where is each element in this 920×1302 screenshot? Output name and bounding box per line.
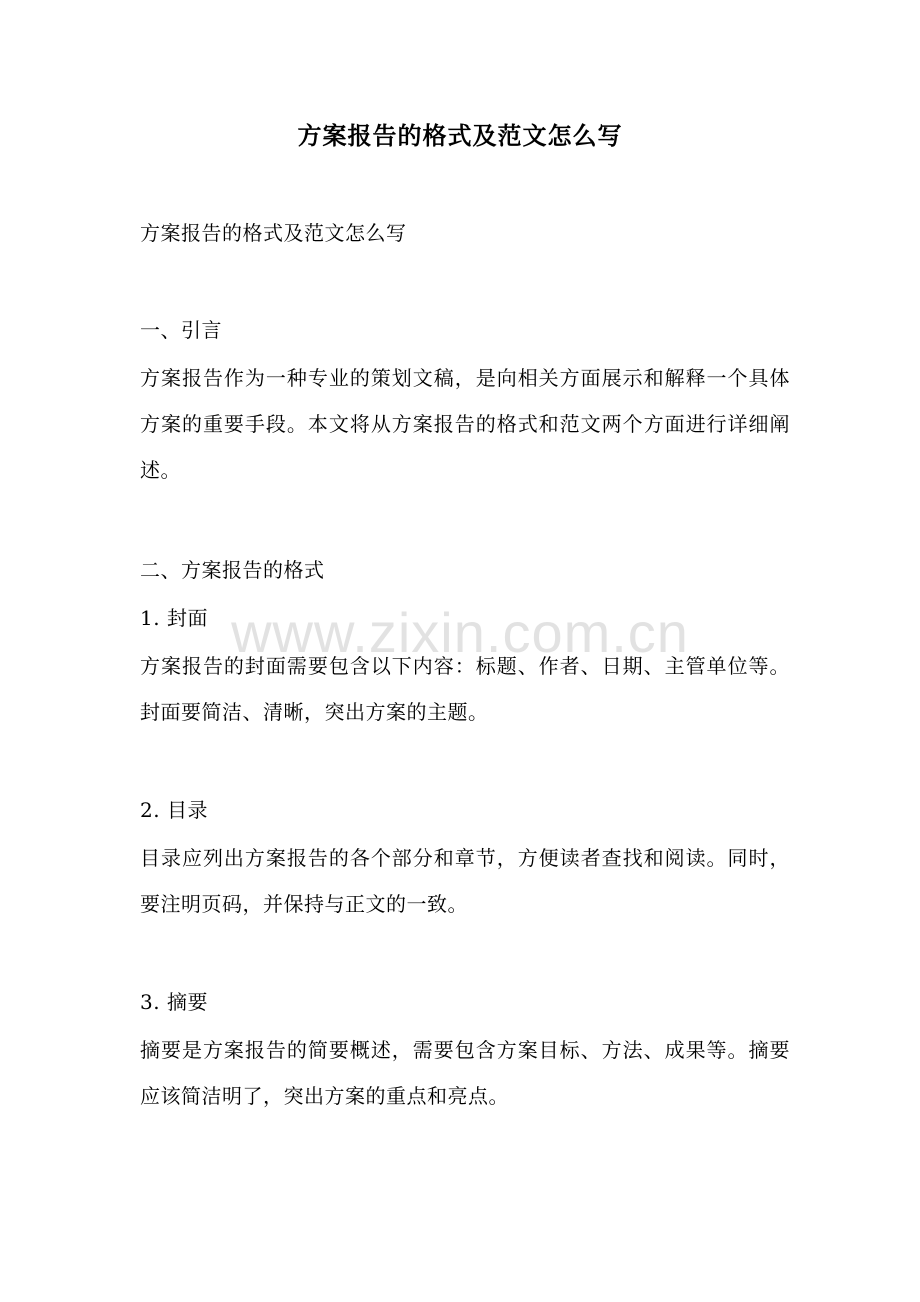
section-heading-intro: 一、引言: [140, 318, 222, 342]
document-subtitle: 方案报告的格式及范文怎么写: [140, 221, 407, 245]
document-title: 方案报告的格式及范文怎么写: [297, 121, 623, 150]
watermark: www.zixin.com.cn: [231, 601, 689, 664]
subsection-heading-cover: 1. 封面: [140, 606, 208, 630]
abstract-paragraph: 摘要是方案报告的简要概述，需要包含方案目标、方法、成果等。摘要应该简洁明了，突出方案的重点和亮点。: [140, 1038, 790, 1108]
cover-paragraph: 方案报告的封面需要包含以下内容：标题、作者、日期、主管单位等。封面要简洁、清晰，突出方案的主题。: [140, 654, 790, 724]
intro-paragraph: 方案报告作为一种专业的策划文稿，是向相关方面展示和解释一个具体方案的重要手段。本文将从方案报告的格式和范文两个方面进行详细阐述。: [140, 366, 790, 482]
section-heading-format: 二、方案报告的格式: [140, 558, 325, 582]
subsection-heading-toc: 2. 目录: [140, 798, 208, 822]
subsection-heading-abstract: 3. 摘要: [140, 990, 208, 1014]
toc-paragraph: 目录应列出方案报告的各个部分和章节，方便读者查找和阅读。同时，要注明页码，并保持与正文的一致。: [140, 846, 790, 916]
